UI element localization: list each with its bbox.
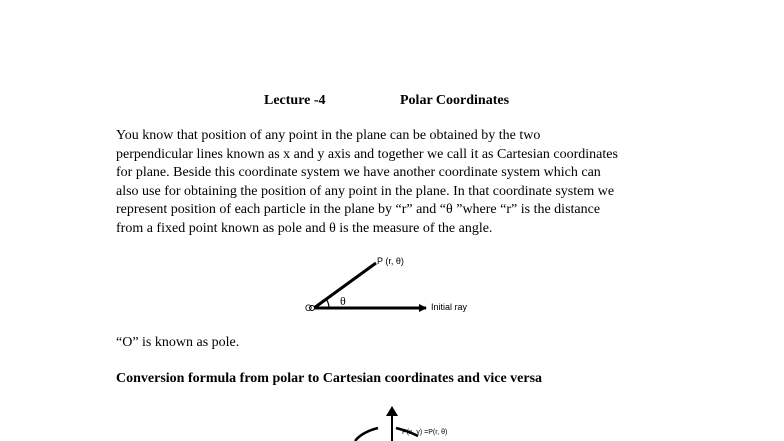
intro-line: also use for obtaining the position of any point in the plane. In that coordinate system we <box>116 183 615 199</box>
intro-line: represent position of each particle in the plane by “r” and “θ ”where “r” is the distance <box>116 202 601 217</box>
lecture-number: Lecture -4 <box>264 93 326 108</box>
intro-line: for plane. Beside this coordinate system we have another coordinate system which can <box>116 165 601 180</box>
intro-line: from a fixed point known as pole and θ is the measure of the angle. <box>116 220 493 236</box>
point-xy-label: P(x, y) =P(r, θ) <box>402 429 448 436</box>
initial-ray-label: Initial ray <box>431 302 468 312</box>
point-p-label: P (r, θ) <box>377 256 404 266</box>
y-axis-arrow-icon <box>386 406 398 416</box>
circle-arc-left <box>355 428 378 441</box>
pole-note: “O” is known as pole. <box>116 335 240 350</box>
lecture-title: Polar Coordinates <box>400 93 510 108</box>
conversion-heading: Conversion formula from polar to Cartesian coordinates and vice versa <box>116 371 543 386</box>
intro-line: You know that position of any point in the plane can be obtained by the two <box>116 128 541 143</box>
intro-line: perpendicular lines known as x and y axis and together we call it as Cartesian coordinates <box>116 146 618 162</box>
origin-label: O <box>305 303 313 313</box>
angle-theta-label: θ <box>340 294 346 308</box>
